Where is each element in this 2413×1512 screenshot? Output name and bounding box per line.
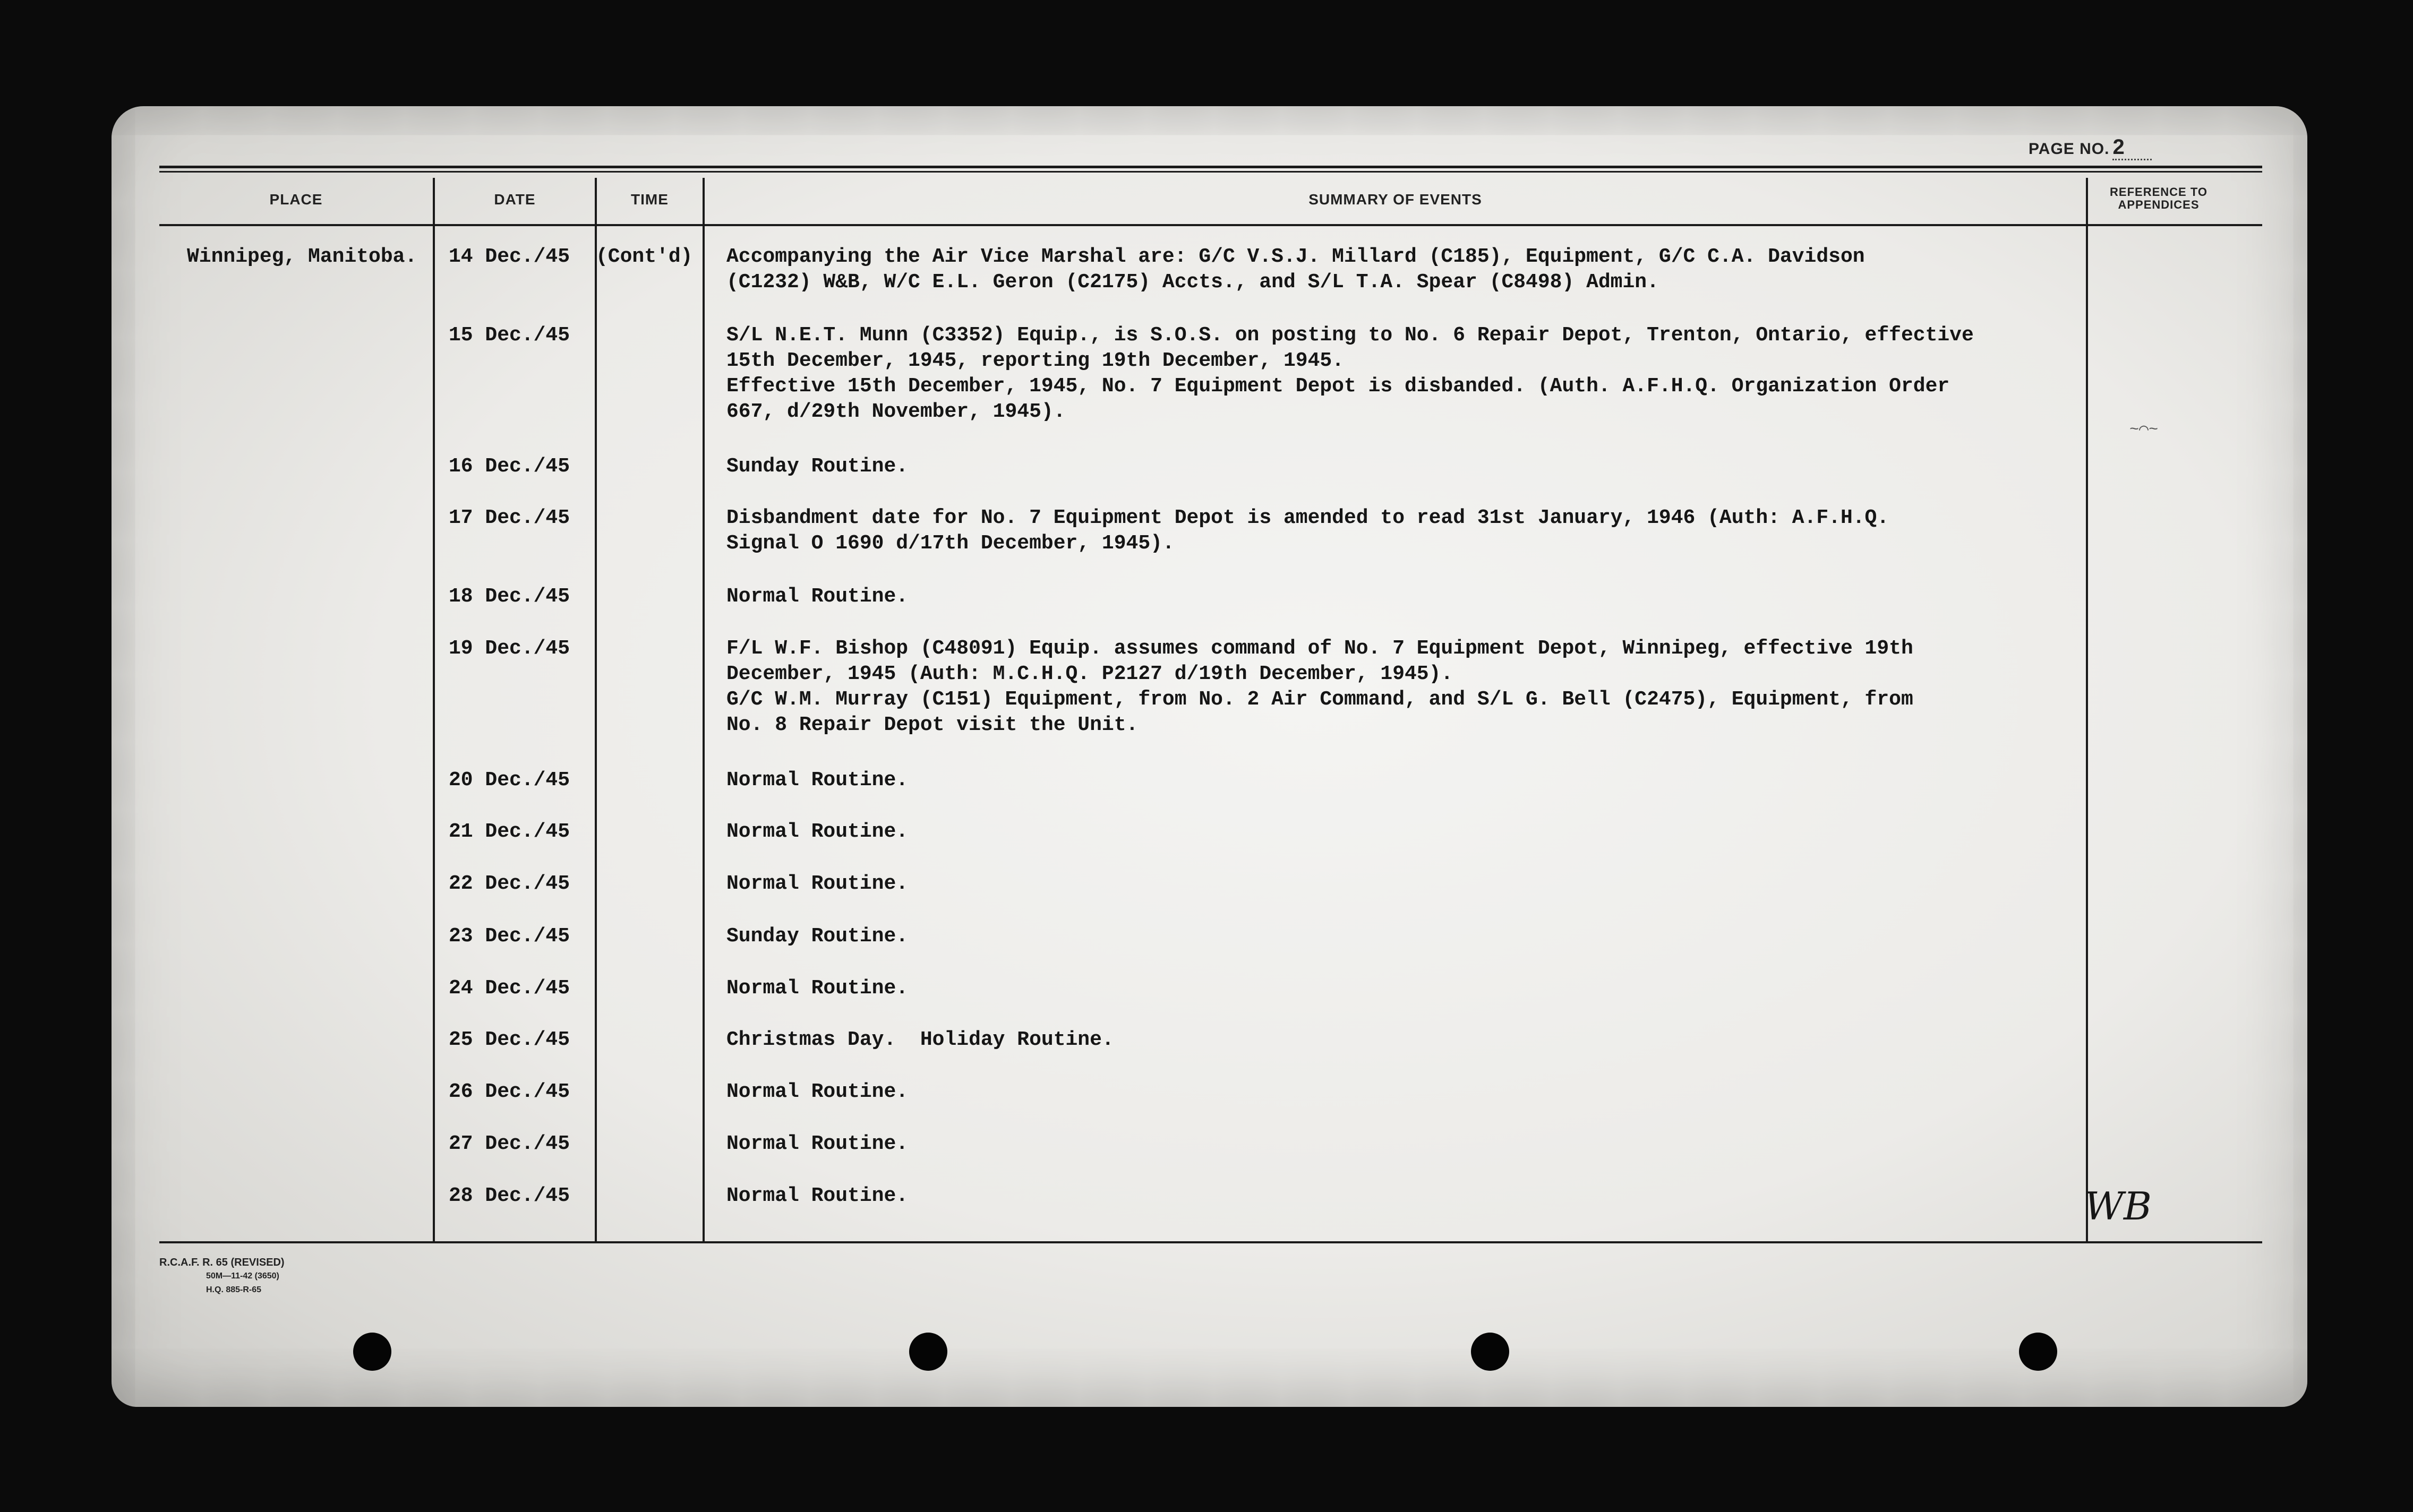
handwritten-initials: WB: [2084, 1184, 2152, 1228]
entry-date: 27 Dec./45: [449, 1132, 570, 1155]
entry-summary-line: G/C W.M. Murray (C151) Equipment, from No. 2 Air Command, and S/L G. Bell (C2475), Equipment, from: [726, 688, 1913, 711]
entry-date: 14 Dec./45: [449, 245, 570, 268]
entry-date: 17 Dec./45: [449, 506, 570, 529]
divider-date-time: [595, 178, 597, 1242]
header-top-rule-thin: [159, 171, 2262, 173]
entry-date: 15 Dec./45: [449, 324, 570, 347]
entry-date: 23 Dec./45: [449, 925, 570, 948]
divider-place-date: [433, 178, 435, 1242]
binder-hole: [2019, 1333, 2057, 1371]
pencil-mark: ~⌒~: [2129, 421, 2159, 439]
document-sheet: [112, 106, 2307, 1407]
entry-summary-line: Normal Routine.: [726, 769, 909, 792]
entry-summary-line: Normal Routine.: [726, 977, 909, 1000]
entry-time: (Cont'd): [596, 245, 693, 268]
entry-summary-line: Normal Routine.: [726, 872, 909, 895]
entry-date: 22 Dec./45: [449, 872, 570, 895]
entry-date: 20 Dec./45: [449, 769, 570, 792]
entry-date: 25 Dec./45: [449, 1028, 570, 1051]
column-header-summary: SUMMARY OF EVENTS: [1308, 191, 1482, 208]
divider-time-summary: [703, 178, 705, 1242]
entry-date: 21 Dec./45: [449, 820, 570, 843]
binder-hole: [353, 1333, 391, 1371]
form-footer: [159, 1256, 285, 1297]
entry-summary-line: S/L N.E.T. Munn (C3352) Equip., is S.O.S. on posting to No. 6 Repair Depot, Trenton, Ontario, effective: [726, 324, 1974, 347]
entry-summary-line: 15th December, 1945, reporting 19th December, 1945.: [726, 349, 1344, 372]
entry-summary-line: (C1232) W&B, W/C E.L. Geron (C2175) Accts., and S/L T.A. Spear (C8498) Admin.: [726, 271, 1659, 294]
entry-place: Winnipeg, Manitoba.: [187, 245, 417, 268]
page-number-label: PAGE NO.: [2029, 140, 2110, 158]
table-bottom-rule: [159, 1241, 2262, 1243]
page-number-value: 2: [2112, 135, 2151, 160]
column-header-date: DATE: [494, 191, 536, 208]
entry-summary-line: Normal Routine.: [726, 1080, 909, 1103]
entry-date: 28 Dec./45: [449, 1184, 570, 1207]
entry-summary-line: Accompanying the Air Vice Marshal are: G/C V.S.J. Millard (C185), Equipment, G/C C.A. Davidson: [726, 245, 1865, 268]
entry-date: 26 Dec./45: [449, 1080, 570, 1103]
header-top-rule: [159, 166, 2262, 168]
entry-date: 24 Dec./45: [449, 977, 570, 1000]
divider-summary-reference: [2086, 178, 2088, 1242]
entry-summary-line: F/L W.F. Bishop (C48091) Equip. assumes command of No. 7 Equipment Depot, Winnipeg, effective 19th: [726, 637, 1913, 660]
entry-summary-line: December, 1945 (Auth: M.C.H.Q. P2127 d/19th December, 1945).: [726, 663, 1453, 685]
form-number: R.C.A.F. R. 65 (REVISED): [159, 1257, 285, 1268]
binder-hole: [1471, 1333, 1509, 1371]
entry-date: 16 Dec./45: [449, 455, 570, 478]
entry-summary-line: Normal Routine.: [726, 1184, 909, 1207]
entry-summary-line: Normal Routine.: [726, 585, 909, 608]
entry-summary-line: Normal Routine.: [726, 820, 909, 843]
column-header-reference: REFERENCE TO APPENDICES: [2110, 185, 2207, 211]
entry-summary-line: Sunday Routine.: [726, 925, 909, 948]
entry-summary-line: Effective 15th December, 1945, No. 7 Equipment Depot is disbanded. (Auth. A.F.H.Q. Organization Order: [726, 375, 1950, 398]
entry-date: 18 Dec./45: [449, 585, 570, 608]
entry-summary-line: Sunday Routine.: [726, 455, 909, 478]
form-hq-code: H.Q. 885-R-65: [206, 1285, 262, 1294]
header-bottom-rule: [159, 224, 2262, 226]
column-header-time: TIME: [631, 191, 669, 208]
entry-summary-line: 667, d/29th November, 1945).: [726, 400, 1066, 423]
entry-summary-line: Disbandment date for No. 7 Equipment Depot is amended to read 31st January, 1946 (Auth: A.F.H.Q.: [726, 506, 1889, 529]
entry-summary-line: Normal Routine.: [726, 1132, 909, 1155]
page-number: [2029, 135, 2152, 159]
entry-summary-line: No. 8 Repair Depot visit the Unit.: [726, 714, 1139, 736]
binder-hole: [909, 1333, 947, 1371]
column-header-place: PLACE: [269, 191, 323, 208]
entry-summary-line: Christmas Day. Holiday Routine.: [726, 1028, 1114, 1051]
form-print-code: 50M—11-42 (3650): [206, 1272, 279, 1281]
entry-date: 19 Dec./45: [449, 637, 570, 660]
entry-summary-line: Signal O 1690 d/17th December, 1945).: [726, 532, 1175, 555]
